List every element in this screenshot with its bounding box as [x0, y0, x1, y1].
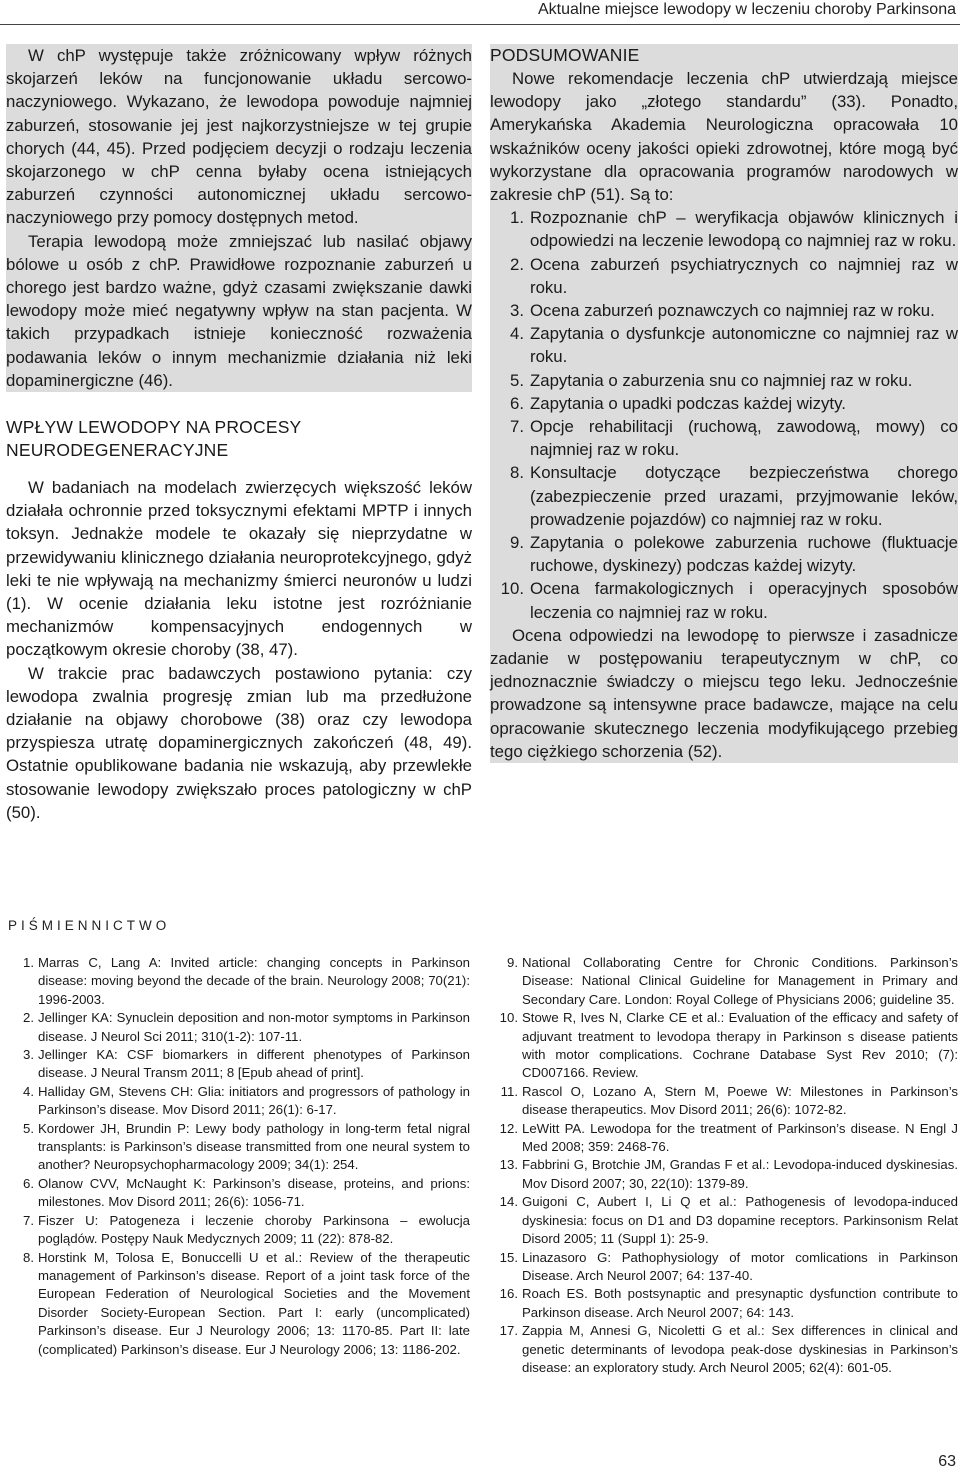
list-item-text: Zapytania o zaburzenia snu co najmniej raz w roku. [530, 370, 913, 390]
list-item-number: 9. [510, 533, 524, 553]
list-item-text: Ocena farmakologicznych i operacyjnych sposobów leczenia co najmniej raz w roku. [530, 579, 958, 622]
reference-item [496, 1249, 958, 1286]
reference-text: Jellinger KA: Synuclein deposition and non-motor symptoms in Parkinson disease. J Neurol Sci 2011; 310(1-2): 107-11. [38, 1010, 470, 1044]
reference-number: 2. [23, 1010, 34, 1026]
list-item-number: 5. [510, 370, 524, 390]
list-item-text: Ocena zaburzeń poznawczych co najmniej raz w roku. [530, 301, 935, 321]
reference-number: 6. [23, 1175, 34, 1191]
list-item-text: Zapytania o upadki podczas każdej wizyty. [530, 393, 846, 413]
reference-number: 9. [507, 955, 518, 970]
reference-number: 13. [499, 1157, 518, 1173]
reference-text: Marras C, Lang A: Invited article: changing concepts in Parkinson disease: moving beyond the decade of the brain. Neurology 2008; 70(21): 1996-2003. [38, 955, 470, 1007]
reference-item [16, 1009, 470, 1046]
reference-item [496, 1083, 958, 1120]
reference-text: National Collaborating Centre for Chronic Conditions. Parkinson’s Disease: National Clinical Guideline for Management in Primary and Secondary Care. London: Royal College of Physicians 2006; guideline 35. [522, 955, 958, 1007]
reference-item [496, 954, 958, 1009]
list-item-number: 7. [510, 417, 524, 437]
page-number: 63 [938, 1453, 956, 1470]
summary-intro: Nowe rekomendacje leczenia chP utwierdzają miejsce lewodopy jako „złotego standardu” (33). Ponadto, Amerykańska Akademia Neurologiczna opracowała 10 wskaźników oceny jakości opieki zdrowotnej, które mogą być wykorzystane dla opracowania programów narodowych w zakresie chP (51). Są to: [490, 69, 958, 205]
list-item-text: Rozpoznanie chP – weryfikacja objawów klinicznych i odpowiedzi na leczenie lewodopą co najmniej raz w roku. [530, 208, 958, 251]
reference-text: Rascol O, Lozano A, Stern M, Poewe W: Milestones in Parkinson’s disease therapeutics. Mov Disord 2011; 26(6): 1072-82. [522, 1083, 958, 1118]
reference-item [16, 954, 470, 1009]
reference-text: Olanow CVV, McNaught K: Parkinson’s disease, proteins, and prions: milestones. Mov Disord 2011; 26(6): 1056-71. [38, 1175, 470, 1210]
list-item [490, 531, 958, 577]
reference-text: LeWitt PA. Lewodopa for the treatment of Parkinson’s disease. N Engl J Med 2008; 359: 2468-76. [522, 1120, 958, 1155]
list-item [490, 415, 958, 461]
reference-number: 7. [23, 1212, 34, 1228]
list-item-text: Ocena zaburzeń psychiatrycznych co najmniej raz w roku. [530, 254, 958, 297]
reference-text: Guigoni C, Aubert I, Li Q et al.: Pathogenesis of levodopa-induced dyskinesia: focus on D1 and D3 dopamine receptors. Parkinsonism Relat Disord 2005; 11 (Suppl 1): 25-9. [522, 1194, 958, 1247]
summary-heading: PODSUMOWANIE [490, 45, 640, 65]
list-item-text: Zapytania o dysfunkcje autonomiczne co najmniej raz w roku. [530, 324, 958, 367]
reference-number: 10. [499, 1010, 518, 1026]
reference-number: 17. [499, 1323, 518, 1339]
summary-panel [490, 44, 958, 763]
reference-item [496, 1156, 958, 1193]
reference-number: 16. [499, 1286, 518, 1302]
left-column [6, 44, 472, 824]
list-item-text: Konsultacje dotyczące bezpieczeństwa chorego (zabezpieczenie przed urazami, przyjmowanie leków, prowadzenie pojazdów) co najmniej raz w roku. [530, 463, 958, 529]
reference-text: Kordower JH, Brundin P: Lewy body pathology in long-term fetal nigral transplants: is Parkinson’s disease transmitted from one neural system to another? Neuropsychopharmacology 2009; 34(1): 254. [38, 1120, 470, 1173]
reference-text: Fabbrini G, Brotchie JM, Grandas F et al.: Levodopa-induced dyskinesias. Mov Disord 2007; 30, 22(10): 1379-89. [522, 1157, 958, 1191]
left-paragraph-3: W badaniach na modelach zwierzęcych większość leków działała ochronnie przed toksycznymi efektami MPTP i innych toksyn. Jednakże modele te okazały się nieprzydatne w przewidywaniu klinicznego działania neuroprotekcyjnego, gdyż leki te nie wpływają na mechanizmy śmierci neuronów u ludzi (1). W ocenie działania leku istotne jest rozróżnianie mechanizmów kompensacyjnych endogennych w początkowym okresie choroby (38, 47). [6, 478, 472, 660]
list-item [490, 299, 958, 322]
reference-text: Roach ES. Both postsynaptic and presynaptic dysfunction contribute to Parkinson disease. Arch Neurol 2007; 64: 143. [522, 1286, 958, 1320]
reference-item [16, 1212, 470, 1249]
reference-item [496, 1322, 958, 1377]
reference-text: Halliday GM, Stevens CH: Glia: initiators and progressors of pathology in Parkinson’s disease. Mov Disord 2011; 26(1): 6-17. [38, 1083, 470, 1118]
reference-text: Linazasoro G: Pathophysiology of motor comlications in Parkinson Disease. Arch Neurol 2007; 64: 137-40. [522, 1249, 958, 1283]
left-paragraph-4: W trakcie prac badawczych postawiono pytania: czy lewodopa zwalnia progresję zmian lub ma przedłużone działanie na objawy chorobowe (38) oraz czy lewodopa przyspiesza utratę dopaminergicznych zakończeń (48, 49). Ostatnie opublikowane badania nie wskazują, aby przewlekłe stosowanie lewodopy zwiększało proces patologiczny w chP (50). [6, 663, 472, 822]
summary-list [490, 206, 958, 624]
section-heading-neurodegeneration [6, 416, 472, 462]
reference-item [16, 1249, 470, 1359]
reference-text: Zappia M, Annesi G, Nicoletti G et al.: Sex differences in clinical and genetic determinants of levodopa peak-dose dyskinesias in Parkinson’s disease: an exploratory study. Arch Neurol 2005; 62(4): 601-05. [522, 1323, 958, 1375]
reference-text: Fiszer U: Patogeneza i leczenie choroby Parkinsona – ewolucja poglądów. Postępy Nauk Medycznych 2009; 11 (22): 878-82. [38, 1212, 470, 1247]
references-right [496, 954, 958, 1377]
reference-text: Stowe R, Ives N, Clarke CE et al.: Evaluation of the efficacy and safety of adjuvant treatment to levodopa therapy in Parkinson s disease patients with motor complications. Cochrane Database Syst Rev 2010; (7): CD007166. Review. [522, 1010, 958, 1081]
references-title: PIŚMIENNICTWO [8, 918, 171, 933]
reference-item [496, 1193, 958, 1248]
list-item-text: Opcje rehabilitacji (ruchową, zawodową, mowy) co najmniej raz w roku. [530, 417, 958, 460]
reference-item [496, 1120, 958, 1157]
section-heading-line-1: WPŁYW LEWODOPY NA PROCESY [6, 417, 302, 438]
reference-text: Jellinger KA: CSF biomarkers in different phenotypes of Parkinson disease. J Neural Transm 2011; 8 [Epub ahead of print]. [38, 1047, 470, 1081]
reference-item [496, 1285, 958, 1322]
list-item-number: 3. [510, 301, 524, 321]
list-item [490, 461, 958, 531]
list-item [490, 206, 958, 252]
reference-item [496, 1009, 958, 1083]
list-item-number: 8. [510, 463, 524, 483]
reference-item [16, 1175, 470, 1212]
reference-number: 12. [499, 1120, 518, 1136]
header-rule [0, 24, 960, 25]
left-paragraph-2: Terapia lewodopą może zmniejszać lub nasilać objawy bólowe u osób z chP. Prawidłowe rozpoznanie zaburzeń u chorego jest bardzo ważne, gdyż czasami zwiększanie dawki lewodopy może mieć negatywny wpływ na stan pacjenta. W takich przypadkach istnieje konieczność rozważenia podawania leków o innym mechanizmie działania niż leki dopaminergiczne (46). [6, 230, 472, 392]
reference-item [16, 1083, 470, 1120]
reference-number: 15. [499, 1249, 518, 1265]
list-item [490, 577, 958, 623]
list-item [490, 392, 958, 415]
reference-item [16, 1120, 470, 1175]
list-item-text: Zapytania o polekowe zaburzenia ruchowe (fluktuacje ruchowe, dyskinezy) podczas każdej wizyty. [530, 533, 958, 576]
reference-number: 11. [500, 1083, 518, 1099]
reference-number: 4. [23, 1083, 34, 1099]
summary-column [490, 44, 958, 763]
list-item [490, 369, 958, 392]
reference-item [16, 1046, 470, 1083]
reference-number: 1. [23, 955, 34, 970]
left-paragraph-1: W chP występuje także zróżnicowany wpływ różnych skojarzeń leków na funcjonowanie układu sercowo-naczyniowego. Wykazano, że lewodopa powoduje najmniej zaburzeń, stosowanie jej jest najkorzystniejsze w tej grupie chorych (44, 45). Przed podjęciem decyzji o rodzaju leczenia skojarzonego w chP cenna byłaby ocena istniejących zaburzeń czynności autonomicznej układu sercowo-naczyniowego przy pomocy dostępnych metod. [6, 44, 472, 230]
list-item-number: 4. [510, 324, 524, 344]
reference-text: Horstink M, Tolosa E, Bonuccelli U et al.: Review of the therapeutic management of Parkinson’s disease. Report of a joint task force of the European Federation of Neurological Societies and the Movement Disorder Society-European Section. Part I: early (uncomplicated) Parkinson’s disease. Eur J Neurology 2006; 13: 1170-85. Part II: late (complicated) Parkinson’s disease. Eur J Neurology 2006; 13: 1186-202. [38, 1249, 470, 1357]
list-item-number: 6. [510, 393, 524, 413]
reference-number: 3. [23, 1047, 34, 1063]
section-heading-line-2: NEURODEGENERACYJNE [6, 440, 229, 461]
reference-number: 14. [499, 1194, 518, 1210]
list-item-number: 1. [510, 208, 524, 228]
running-header: Aktualne miejsce lewodopy w leczeniu choroby Parkinsona [538, 1, 956, 18]
summary-closing: Ocena odpowiedzi na lewodopę to pierwsze i zasadnicze zadanie w postępowaniu terapeutycznym w chP, co jednoznacznie świadczy o miejscu tego leku. Jednocześnie prowadzone są intensywne prace badawcze, mające na celu opracowanie skutecznego leczenia modyfikującego przebieg tego ciężkiego schorzenia (52). [490, 625, 958, 761]
references-left [16, 954, 470, 1359]
list-item-number: 2. [510, 254, 524, 274]
list-item [490, 322, 958, 368]
reference-number: 5. [23, 1120, 34, 1136]
list-item [490, 253, 958, 299]
list-item-number: 10. [500, 579, 524, 599]
reference-number: 8. [23, 1249, 34, 1265]
